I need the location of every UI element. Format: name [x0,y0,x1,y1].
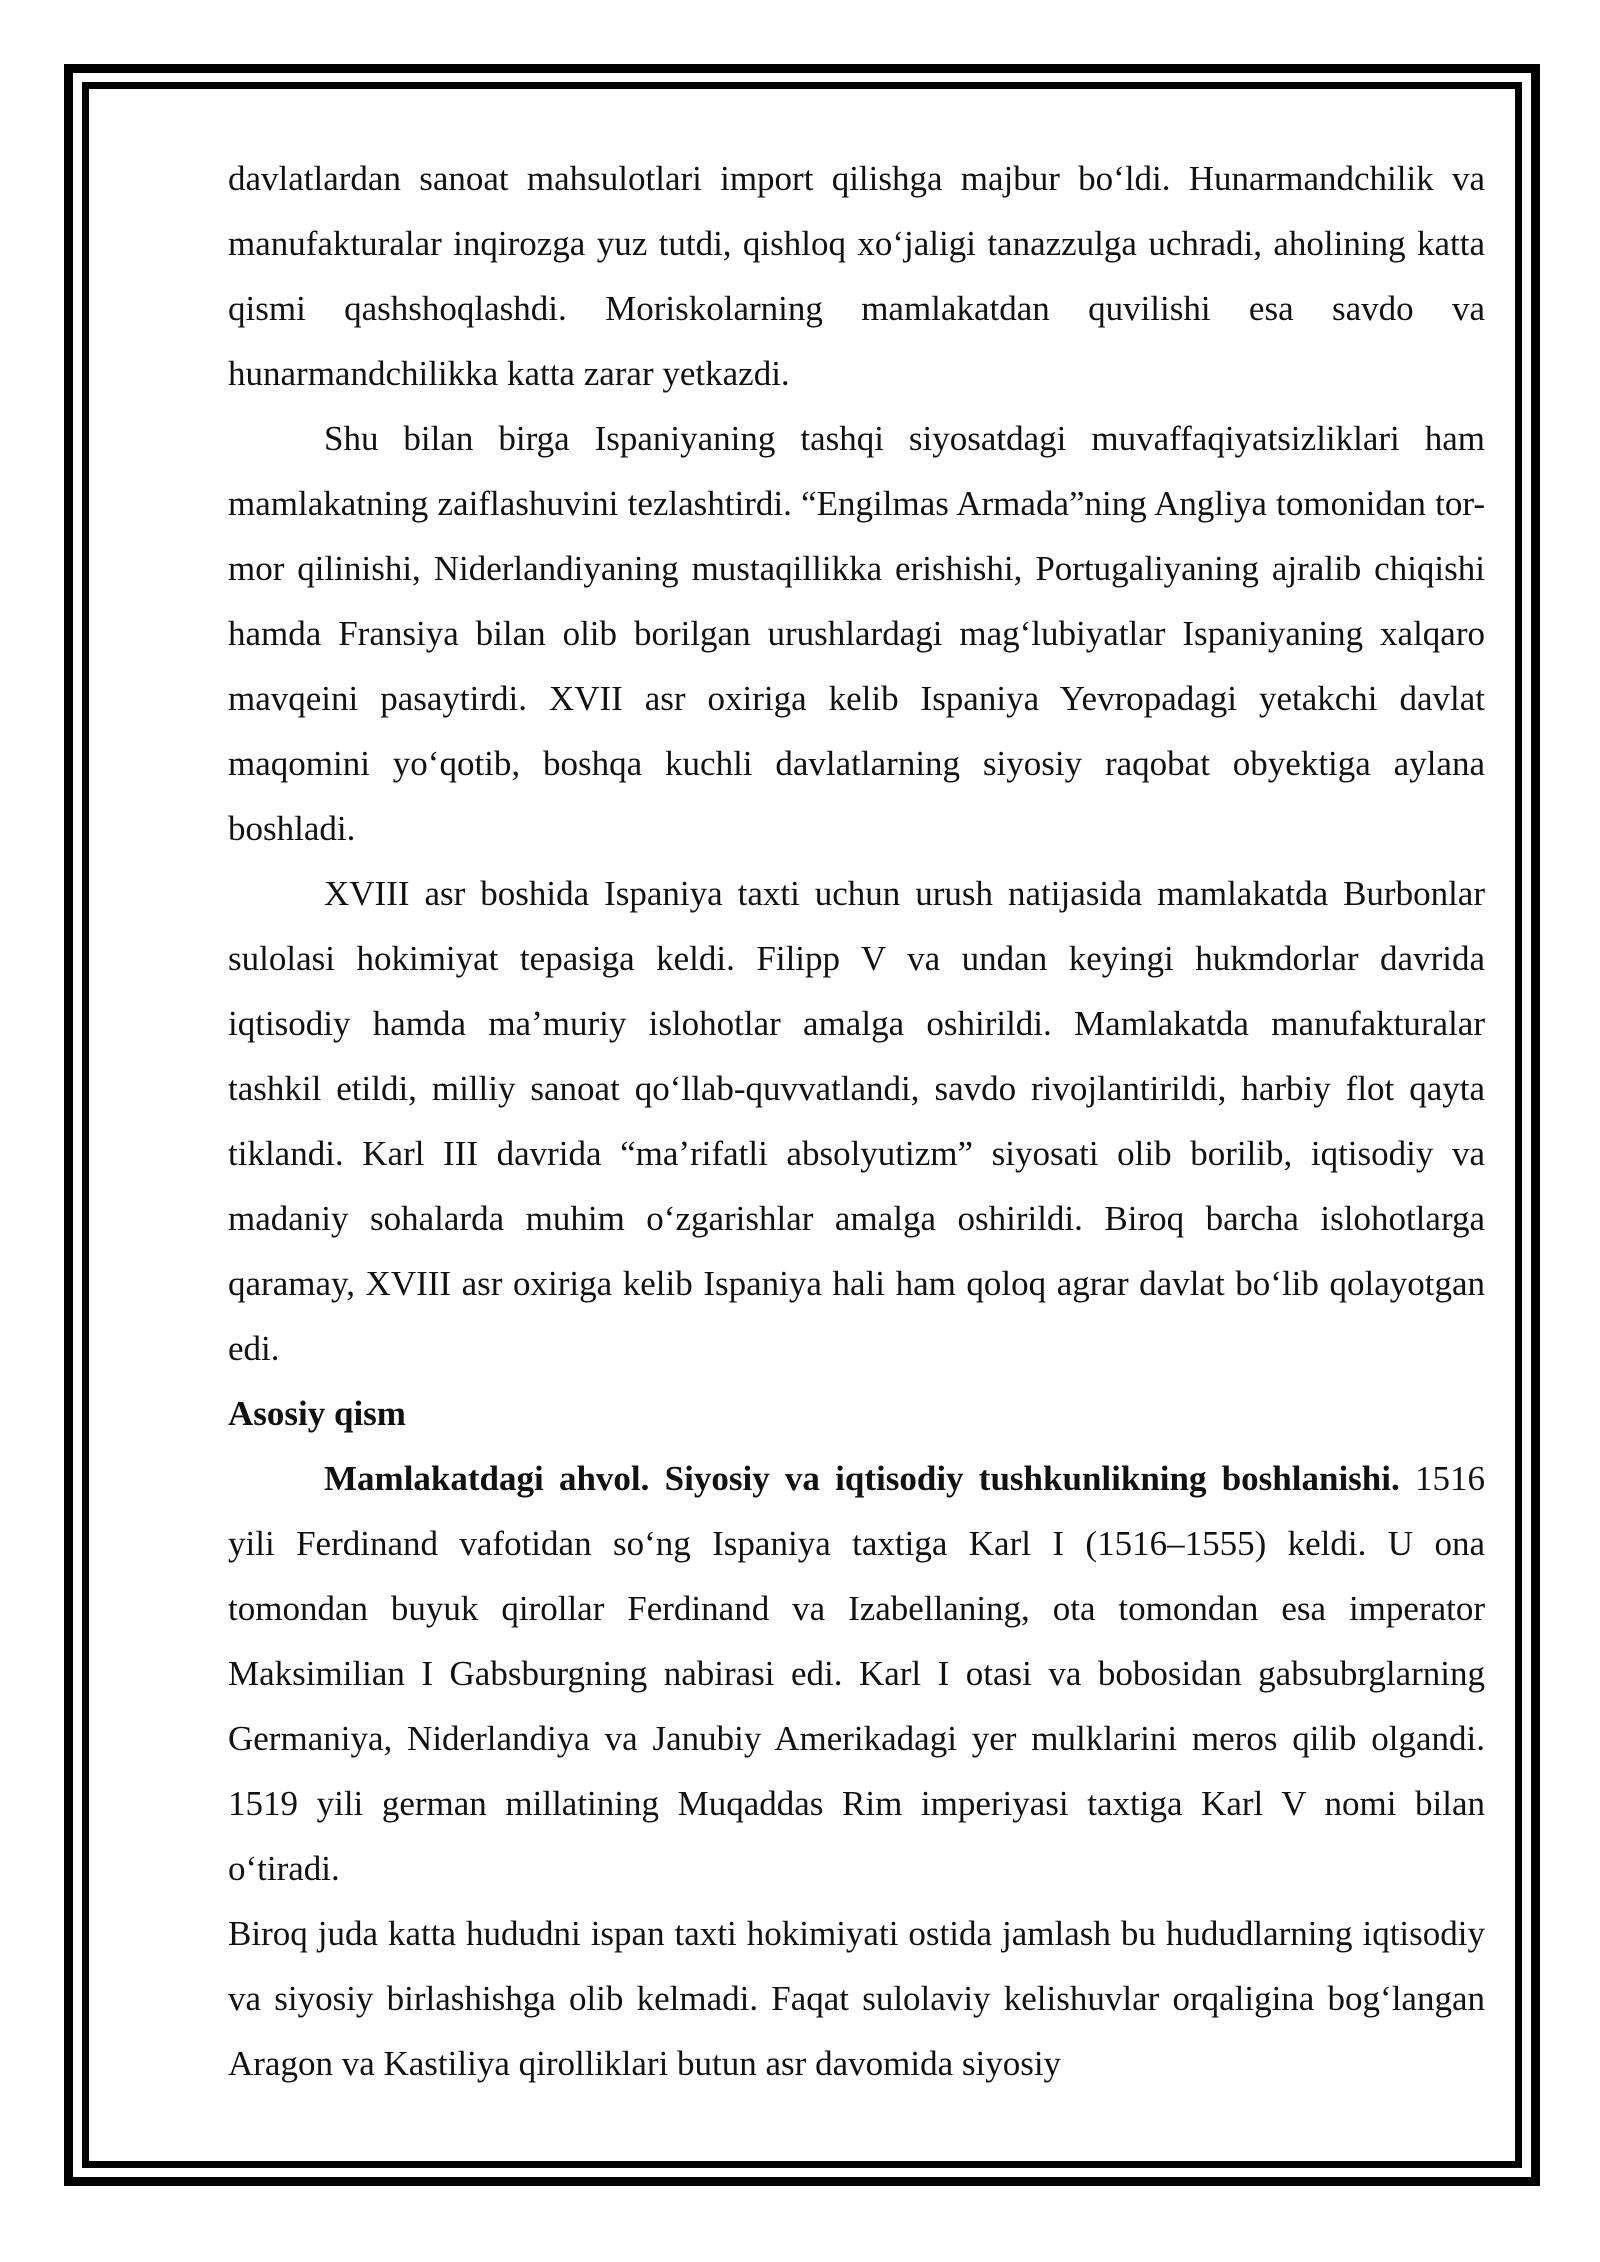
section-paragraph [228,1446,1485,1901]
section-lead: Mamlakatdagi ahvol. Siyosiy va iqtisodiy tushkunlikning boshlanishi. [324,1459,1400,1498]
paragraph-3: XVIII asr boshida Ispaniya taxti uchun urush natijasida mamlakatda Burbonlar sulolasi hokimiyat tepasiga keldi. Filipp V va undan keyingi hukmdorlar davrida iqtisodiy hamda maʼmuriy islohotlar amalga oshirildi. Mamlakatda manufakturalar tashkil etildi, milliy sanoat qoʻllab-quvvatlandi, savdo rivojlantirildi, harbiy flot qayta tiklandi. Karl III davrida “maʼrifatli absolyutizm” siyosati olib borilib, iqtisodiy va madaniy sohalarda muhim oʻzgarishlar amalga oshirildi. Biroq barcha islohotlarga qaramay, XVIII asr oxiriga kelib Ispaniya hali ham qoloq agrar davlat boʻlib qolayotgan edi. [228,874,1485,1368]
document-body [228,146,1485,2096]
paragraph-1: davlatlardan sanoat mahsulotlari import qilishga majbur boʻldi. Hunarmandchilik va manufakturalar inqirozga yuz tutdi, qishloq xoʻjaligi tanazzulga uchradi, aholining katta qismi qashshoqlashdi. Moriskolarning mamlakatdan quvilishi esa savdo va hunarmandchilikka katta zarar yetkazdi. [228,159,1485,393]
paragraph-2: Shu bilan birga Ispaniyaning tashqi siyosatdagi muvaffaqiyatsizliklari ham mamlakatning zaiflashuvini tezlashtirdi. “Engilmas Armada”ning Angliya tomonidan tor-mor qilinishi, Niderlandiyaning mustaqillikka erishishi, Portugaliyaning ajralib chiqishi hamda Fransiya bilan olib borilgan urushlardagi magʻlubiyatlar Ispaniyaning xalqaro mavqeini pasaytirdi. XVII asr oxiriga kelib Ispaniya Yevropadagi yetakchi davlat maqomini yoʻqotib, boshqa kuchli davlatlarning siyosiy raqobat obyektiga aylana boshladi. [228,419,1485,848]
section-paragraph-text: 1516 yili Ferdinand vafotidan soʻng Ispaniya taxtiga Karl I (1516–1555) keldi. U ona tomondan buyuk qirollar Ferdinand va Izabellaning, ota tomondan esa imperator Maksimilian I Gabsburgning nabirasi edi. Karl I otasi va bobosidan gabsubrglarning Germaniya, Niderlandiya va Janubiy Amerikadagi yer mulklarini meros qilib olgandi. 1519 yili german millatining Muqaddas Rim imperiyasi taxtiga Karl V nomi bilan oʻtiradi. [228,1459,1485,1888]
section-heading: Asosiy qism [228,1394,406,1433]
last-paragraph: Biroq juda katta hududni ispan taxti hokimiyati ostida jamlash bu hududlarning iqtisodiy va siyosiy birlashishga olib kelmadi. Faqat sulolaviy kelishuvlar orqaligina bogʻlangan Aragon va Kastiliya qirolliklari butun asr davomida siyosiy [228,1914,1485,2083]
